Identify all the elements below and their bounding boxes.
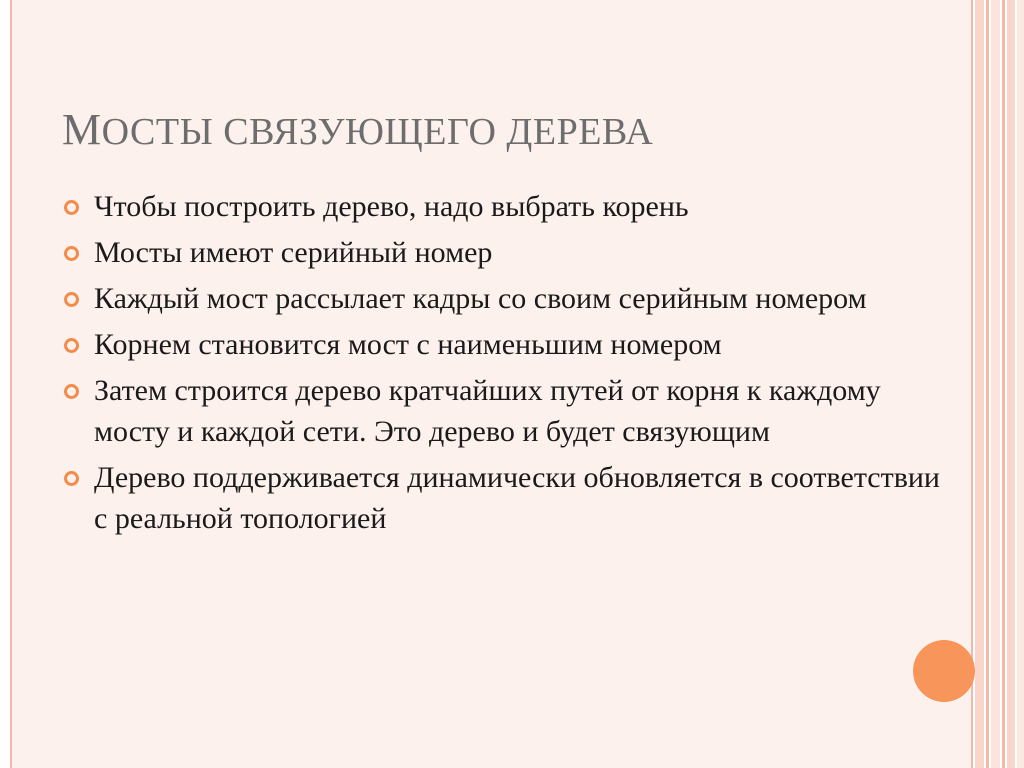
bullet-text: Корнем становится мост с наименьшим номером <box>94 328 722 361</box>
bullet-circle-icon <box>64 200 79 215</box>
bullet-circle-icon <box>64 384 79 399</box>
bullet-text: Мосты имеют серийный номер <box>94 236 493 269</box>
bullet-circle-icon <box>64 471 79 486</box>
bullet-text: Каждый мост рассылает кадры со своим серийным номером <box>94 282 867 315</box>
bullet-item <box>64 457 944 539</box>
slide-title <box>62 104 653 155</box>
bullet-item <box>64 186 944 227</box>
bullet-list <box>64 186 944 544</box>
decorative-stripe <box>1002 0 1005 768</box>
bullet-circle-icon <box>64 246 79 261</box>
decorative-stripe <box>1017 0 1024 768</box>
bullet-text: Дерево поддерживается динамически обновляется в соответствии с реальной топологией <box>94 461 940 535</box>
bullet-item <box>64 324 944 365</box>
bullet-text: Затем строится дерево кратчайших путей от корня к каждому мосту и каждой сети. Это дерево и будет связующим <box>94 374 881 448</box>
bullet-item <box>64 232 944 273</box>
bullet-circle-icon <box>64 292 79 307</box>
decorative-stripe <box>986 0 989 768</box>
title-first-letter: М <box>62 105 102 154</box>
bullet-item <box>64 370 944 452</box>
bullet-item <box>64 278 944 319</box>
bullet-circle-icon <box>64 338 79 353</box>
bullet-text: Чтобы построить дерево, надо выбрать корень <box>94 190 689 223</box>
decorative-circle <box>913 640 975 702</box>
decorative-stripe <box>975 0 984 768</box>
decorative-stripe <box>1007 0 1015 768</box>
decorative-stripe <box>991 0 1000 768</box>
title-rest: ОСТЫ СВЯЗУЮЩЕГО ДЕРЕВА <box>101 111 654 153</box>
